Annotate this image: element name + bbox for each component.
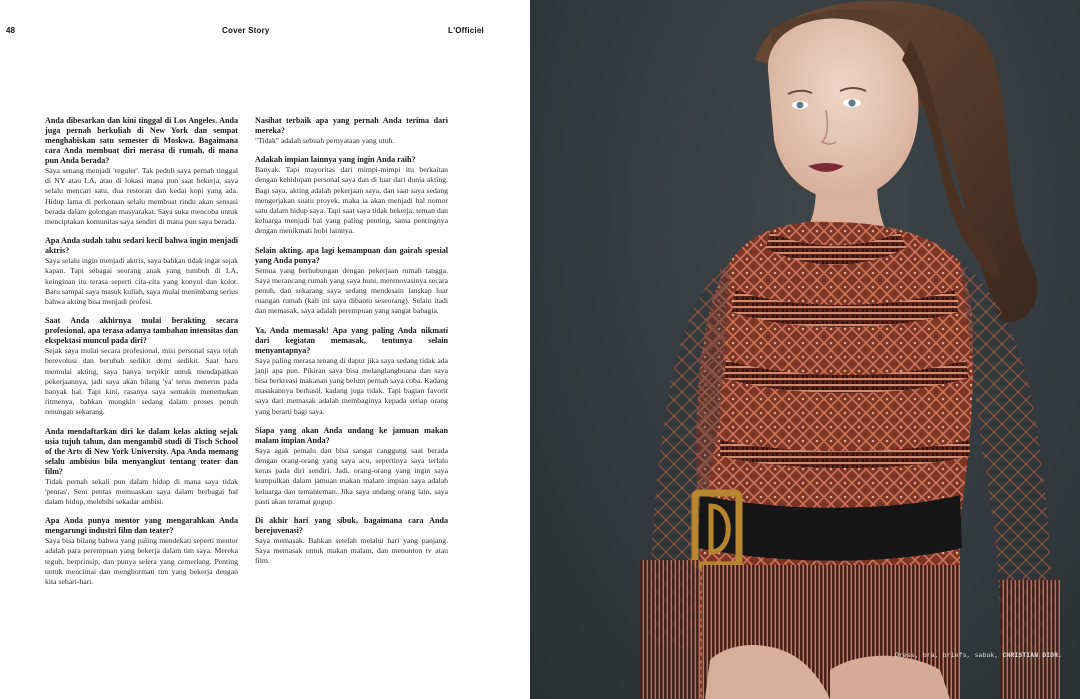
page-number: 48 <box>6 26 16 35</box>
qa-block <box>45 236 238 307</box>
face <box>768 19 919 200</box>
section-label: Cover Story <box>222 26 270 35</box>
question: Di akhir hari yang sibuk, bagaimana cara Anda berejuvenasi? <box>255 516 448 536</box>
question: Ya, Anda memasak! Apa yang paling Anda nikmati dari kegiatan memasak, tentunya selain menyantapnya? <box>255 325 448 355</box>
qa-block <box>45 316 238 417</box>
question: Saat Anda akhirnya mulai berakting secara profesional, apa terasa adanya tambahan intensitas dan ekspektasi muncul pada diri? <box>45 316 238 346</box>
credit-brand: CHRISTIAN DIOR. <box>1002 652 1063 659</box>
question: Apa Anda sudah tahu sedari kecil bahwa ingin menjadi aktris? <box>45 236 238 256</box>
question: Apa Anda punya mentor yang mengarahkan Anda mengarungi industri film dan teater? <box>45 516 238 536</box>
credit-items: Dress, bra, briefs, sabuk, <box>895 652 999 659</box>
answer: Saya agak pemalu dan bisa sangat canggung saat berada dengan orang-orang yang saya acu, sepertinya saya terlalu keras pada diri sendiri. Jadi, orang-orang yang ingin saya kumpulkan dalam jamuan makan malam impian saya adalah keluarga dan temanteman. Jika saya undang orang lain, saya pasti akan teramat gugup. <box>255 445 448 506</box>
qa-block <box>45 427 238 508</box>
cover-photo <box>530 0 1080 699</box>
answer: Saya senang menjadi 'reguler'. Tak peduli saya pernah tinggal di NY atau LA, atau di lokasi mana pun saat bekerja, saya selalu mencari satu, dua restoran dan kedai kopi yang ada. Hidup lama di perkotaan selalu membuat rindu akan sensasi berada dalam golongan masyarakat. Saya suka mencoba untuk menciptakan komunitas saya sendiri di mana pun saya berada. <box>45 166 238 227</box>
question: Siapa yang akan Anda undang ke jamuan makan malam impian Anda? <box>255 425 448 445</box>
answer: Saya selalu ingin menjadi aktris, saya bahkan tidak ingat sejak kapan. Tapi sebagai seorang anak yang tumbuh di LA, keinginan itu terasa seperti cita-cita yang konyol dan kolot. Baru sampai saya masuk kuliah, saya mulai menimbang serius bahwa akting bisa menjadi profesi. <box>45 256 238 307</box>
interview-column-right <box>255 116 448 576</box>
interview-column-left <box>45 116 238 596</box>
answer: Sejak saya mulai secara profesional, misi personal saya telah berevolusi dan berubah sedikit demi sedikit. Saat baru memulai akting, saya hanya terpikir untuk mendapatkan pekerjaannya, jadi saya akan bilang 'ya' terus menerus pada banyak hal. Tapi kini, rasanya saya semakin menemukan ritmenya, bahkan mungkin sedang dalam proses penuh renungan sekarang. <box>45 346 238 417</box>
left-page <box>0 0 530 699</box>
question: Adakah impian lainnya yang ingin Anda raih? <box>255 155 416 165</box>
question: Anda mendaftarkan diri ke dalam kelas akting sejak usia tujuh tahun, dan mengambil studi di Tisch School of the Arts di New York University. Apa Anda memang selalu ambisius bila menyangkut tentang teater dan film? <box>45 426 238 476</box>
magazine-name: L'Officiel <box>448 26 484 35</box>
question: Nasihat terbaik apa yang pernah Anda terima dari mereka? <box>255 116 448 135</box>
qa-block <box>255 246 448 317</box>
answer: Saya paling merasa tenang di dapur jika saya sedang tidak ada janji apa pun. Pikiran saya bisa melanglangbuana dan saya bisa berkreasi makanan yang belum pernah saya coba. Kadang masakannya berhasil, kadang juga tidak. Tapi bagian favorit saya dari memasak adalah membaginya kepada setiap orang yang berarti bagi saya. <box>255 355 448 416</box>
qa-block <box>45 516 238 587</box>
answer: Banyak. Tapi mayoritas dari mimpi-mimpi itu berkaitan dengan kehidupan personal saya dan di luar dari dunia akting. Bagi saya, akting adalah pekerjaan saya, dan saat saya sedang mengerjakan suatu proyek, maka ia akan menjadi hal nomor satu dalam hidup saya. Tapi saat saya tidak bekerja, teman dan keluarga menjadi hal yang paling penting, sama pentingnya dengan menikmati hobi lainnya. <box>255 165 448 236</box>
portrait-illustration <box>530 0 1080 699</box>
answer: Saya memasak. Bahkan setelah melalui hari yang panjang. Saya memasak untuk makan malam, dan menonton tv atau film. <box>255 536 448 566</box>
answer: Semua yang berhubungan dengan pekerjaan rumah tangga. Saya merancang rumah yang saya huni, merenovasinya secara penuh, dan sekarang saya sedang mendesain lanskap luar ruangan rumah (kali ini saya dibantu seseorang). Selain itadi dan memasak, saya adalah perempuan yang sangat bahagia. <box>255 265 448 316</box>
qa-block <box>255 426 448 507</box>
qa-block <box>255 326 448 417</box>
qa-block <box>255 516 448 567</box>
question: Anda dibesarkan dan kini tinggal di Los Angeles. Anda juga pernah berkuliah di New York dan sempat menghabiskan satu semester di Moskwa. Bagaimana cara Anda membuat diri merasa di rumah, di mana pun Anda berada? <box>45 116 238 165</box>
photo-credit <box>895 652 1062 659</box>
qa-block <box>45 116 238 227</box>
answer: Tidak pernah sekali pun dalam hidup di mana saya tidak 'pentas'. Seni pentas memuaskan saya dalam berbagai hal dalam hidup, melebihi sekadar ambisi. <box>45 476 238 507</box>
qa-block <box>255 155 448 236</box>
question: Selain akting, apa lagi kemampuan dan gairah spesial yang Anda punya? <box>255 245 448 265</box>
qa-block <box>255 116 448 146</box>
answer: "Tidak" adalah sebuah pernyataan yang utuh. <box>255 136 395 145</box>
answer: Saya bisa bilang bahwa yang paling mendekati seperti mentor adalah para perempuan yang bekerja dalam tim saya. Mereka teguh, berprinsip, dan punya selera yang cemerlang. Penting untuk mencintai dan menghormati tim yang bekerja dengan kita sehari-hari. <box>45 536 238 587</box>
